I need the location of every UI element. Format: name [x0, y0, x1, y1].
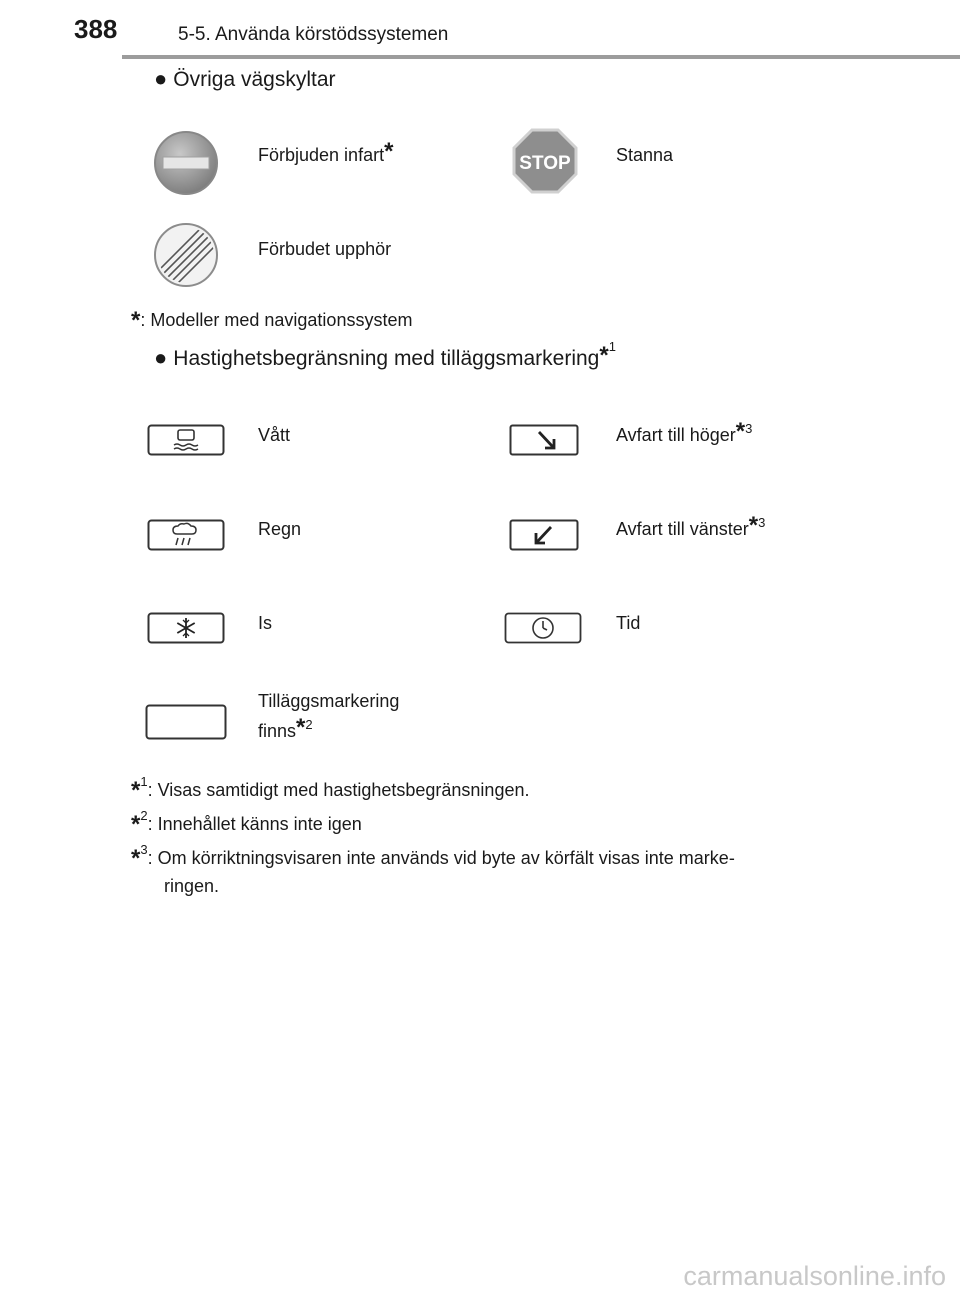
label-wet: Vått: [258, 425, 291, 445]
label-exit-right: Avfart till höger*$^3$: [616, 418, 753, 445]
no-entry-sign-icon: [153, 130, 219, 196]
footnote-3-continuation: ringen.: [164, 876, 220, 896]
exit-left-plate-icon: [509, 519, 579, 551]
label-rain: Regn: [258, 519, 302, 539]
heading-other-signs: ● Övriga vägskyltar: [154, 66, 336, 91]
label-exit-left: Avfart till vänster*$^3$: [616, 512, 766, 539]
page-number: 388: [74, 14, 118, 44]
footnote-1: *$^1$: Visas samtidigt med hastighetsbegränsningen.: [131, 774, 530, 804]
end-of-restriction-sign-icon: [153, 222, 219, 288]
label-supplementary-line2: finns*$^2$: [258, 714, 313, 741]
svg-text:STOP: STOP: [519, 153, 571, 174]
footnote-2: *$^2$: Innehållet känns inte igen: [131, 808, 362, 838]
label-end-of-restriction: Förbudet upphör: [258, 239, 392, 259]
rain-plate-icon: [147, 519, 225, 551]
label-stop: Stanna: [616, 145, 674, 165]
wet-road-plate-icon: [147, 424, 225, 456]
watermark: carmanualsonline.info: [683, 1261, 946, 1291]
stop-sign-icon: [512, 128, 578, 194]
bullet-icon: ●: [154, 345, 168, 370]
label-time: Tid: [616, 613, 641, 633]
heading-supplementary: ● Hastighetsbegränsning med tilläggsmarkering*$^1$: [154, 339, 616, 370]
exit-right-plate-icon: [509, 424, 579, 456]
bullet-icon: ●: [154, 66, 168, 91]
footnote-navigation: *: Modeller med navigationssystem: [131, 307, 413, 334]
time-plate-icon: [504, 612, 582, 644]
label-no-entry: Förbjuden infart*: [258, 138, 394, 165]
ice-plate-icon: [147, 612, 225, 644]
footnote-3: *$^3$: Om körriktningsvisaren inte används vid byte av körfält visas inte marke-: [131, 842, 735, 872]
section-title: 5-5. Använda körstödssystemen: [178, 24, 449, 45]
label-ice: Is: [258, 613, 273, 633]
label-supplementary-line1: Tilläggsmarkering: [258, 691, 400, 711]
header-rule: [122, 55, 960, 59]
supplementary-plate-icon: [145, 704, 227, 740]
